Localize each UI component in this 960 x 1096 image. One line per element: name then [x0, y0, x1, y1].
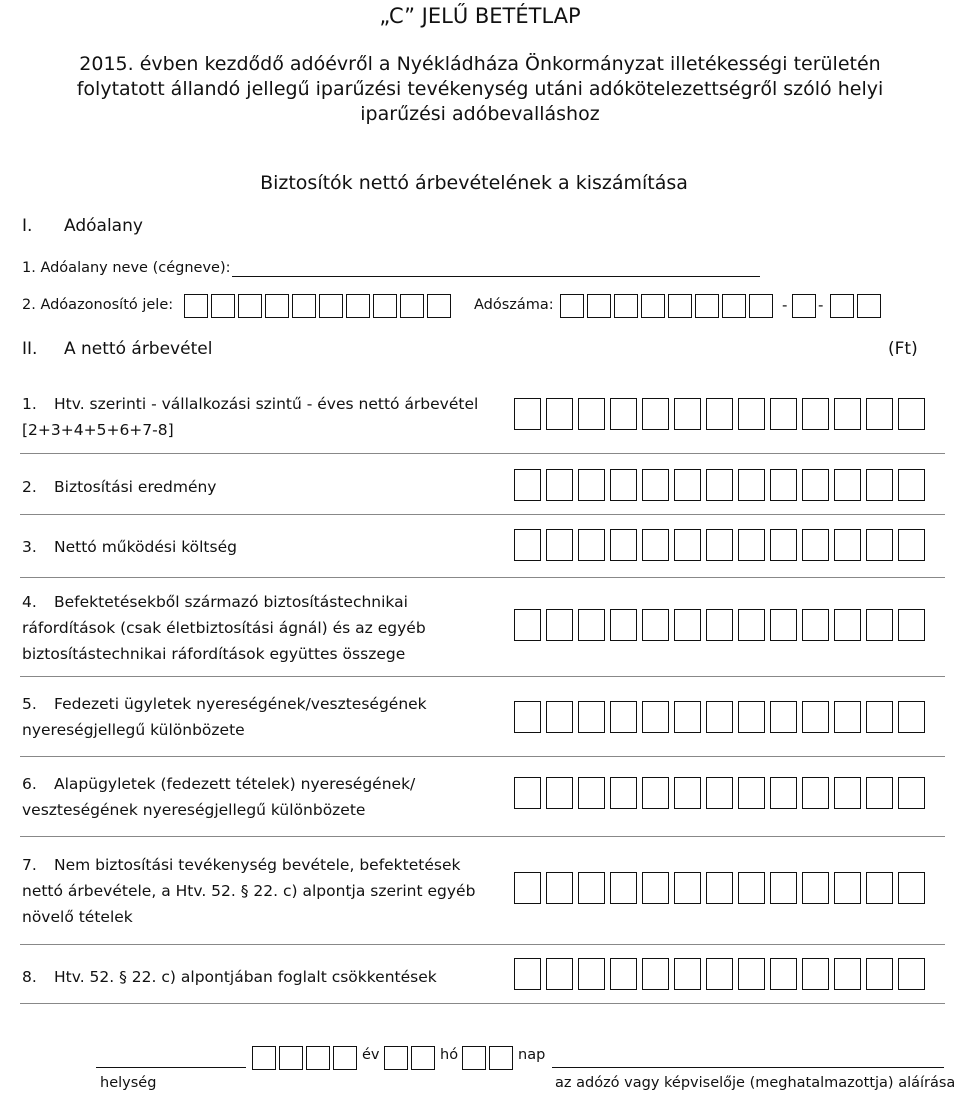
form-subtitle: Biztosítók nettó árbevételének a kiszámítása — [260, 172, 688, 194]
row-1-amount-field[interactable] — [514, 398, 930, 430]
char-box[interactable] — [898, 469, 925, 501]
char-box[interactable] — [546, 398, 573, 430]
row-8-label: 8. Htv. 52. § 22. c) alpontjában foglalt csökkentések — [22, 968, 437, 986]
char-box[interactable] — [610, 777, 637, 809]
row-3-label: 3. Nettó működési költség — [22, 538, 237, 556]
char-box[interactable] — [587, 294, 611, 318]
char-box[interactable] — [695, 294, 719, 318]
char-box[interactable] — [738, 398, 765, 430]
row-separator — [20, 1003, 945, 1004]
section-1-number: I. — [22, 216, 33, 236]
char-box[interactable] — [610, 701, 637, 733]
char-box[interactable] — [802, 777, 829, 809]
tax-number-field-county[interactable] — [830, 294, 884, 318]
char-box[interactable] — [898, 777, 925, 809]
tax-number-dash-2: - — [818, 296, 824, 314]
row-2-amount-field[interactable] — [514, 469, 930, 501]
char-box[interactable] — [642, 701, 669, 733]
char-box[interactable] — [578, 609, 605, 641]
char-box[interactable] — [770, 701, 797, 733]
char-box[interactable] — [578, 398, 605, 430]
char-box[interactable] — [898, 872, 925, 904]
char-box[interactable] — [898, 398, 925, 430]
char-box[interactable] — [830, 294, 854, 318]
char-box[interactable] — [802, 872, 829, 904]
char-box[interactable] — [770, 398, 797, 430]
char-box[interactable] — [578, 469, 605, 501]
char-box[interactable] — [866, 609, 893, 641]
char-box[interactable] — [866, 872, 893, 904]
char-box[interactable] — [770, 777, 797, 809]
form-title: „C” JELŰ BETÉTLAP — [379, 4, 581, 28]
char-box[interactable] — [400, 294, 424, 318]
char-box[interactable] — [802, 469, 829, 501]
char-box[interactable] — [514, 469, 541, 501]
char-box[interactable] — [184, 294, 208, 318]
char-box[interactable] — [514, 958, 541, 990]
char-box[interactable] — [722, 294, 746, 318]
char-box[interactable] — [578, 777, 605, 809]
char-box[interactable] — [749, 294, 773, 318]
char-box[interactable] — [211, 294, 235, 318]
char-box[interactable] — [738, 958, 765, 990]
place-label: helység — [100, 1075, 157, 1091]
char-box[interactable] — [738, 777, 765, 809]
char-box[interactable] — [738, 701, 765, 733]
char-box[interactable] — [898, 609, 925, 641]
row-separator — [20, 944, 945, 945]
char-box[interactable] — [578, 872, 605, 904]
char-box[interactable] — [706, 529, 733, 561]
char-box[interactable] — [802, 609, 829, 641]
day-label: nap — [518, 1047, 546, 1063]
char-box[interactable] — [706, 958, 733, 990]
row-7-amount-field[interactable] — [514, 872, 930, 904]
char-box[interactable] — [738, 609, 765, 641]
char-box[interactable] — [411, 1046, 435, 1070]
char-box[interactable] — [674, 777, 701, 809]
char-box[interactable] — [333, 1046, 357, 1070]
row-separator — [20, 676, 945, 677]
char-box[interactable] — [642, 777, 669, 809]
day-field[interactable] — [462, 1046, 516, 1070]
char-box[interactable] — [674, 958, 701, 990]
section-1-title: Adóalany — [64, 216, 143, 236]
year-label: év — [362, 1047, 380, 1063]
char-box[interactable] — [546, 529, 573, 561]
char-box[interactable] — [265, 294, 289, 318]
char-box[interactable] — [706, 872, 733, 904]
section-2-number: II. — [22, 339, 38, 359]
char-box[interactable] — [674, 609, 701, 641]
char-box[interactable] — [427, 294, 451, 318]
row-8-amount-field[interactable] — [514, 958, 930, 990]
char-box[interactable] — [706, 777, 733, 809]
char-box[interactable] — [674, 872, 701, 904]
char-box[interactable] — [641, 294, 665, 318]
row-1-label: 1. Htv. szerinti - vállalkozási szintű - éves nettó árbevétel [2+3+4+5+6+7-8] — [22, 395, 479, 439]
char-box[interactable] — [674, 469, 701, 501]
place-field[interactable] — [96, 1067, 246, 1068]
char-box[interactable] — [578, 529, 605, 561]
char-box[interactable] — [514, 529, 541, 561]
char-box[interactable] — [770, 529, 797, 561]
char-box[interactable] — [642, 958, 669, 990]
char-box[interactable] — [384, 1046, 408, 1070]
char-box[interactable] — [642, 529, 669, 561]
char-box[interactable] — [610, 958, 637, 990]
section-2-unit: (Ft) — [888, 339, 918, 359]
char-box[interactable] — [738, 872, 765, 904]
char-box[interactable] — [674, 701, 701, 733]
char-box[interactable] — [514, 398, 541, 430]
char-box[interactable] — [642, 609, 669, 641]
taxpayer-name-field[interactable] — [232, 276, 760, 277]
char-box[interactable] — [898, 529, 925, 561]
row-5-label: 5. Fedezeti ügyletek nyereségének/veszteségének nyereségjellegű különbözete — [22, 695, 427, 739]
char-box[interactable] — [238, 294, 262, 318]
char-box[interactable] — [770, 609, 797, 641]
char-box[interactable] — [346, 294, 370, 318]
tax-number-label: Adószáma: — [474, 297, 554, 313]
char-box[interactable] — [866, 529, 893, 561]
char-box[interactable] — [319, 294, 343, 318]
char-box[interactable] — [610, 469, 637, 501]
row-6-label: 6. Alapügyletek (fedezett tételek) nyereségének/ veszteségének nyereségjellegű különbözete — [22, 775, 416, 819]
char-box[interactable] — [898, 958, 925, 990]
char-box[interactable] — [706, 469, 733, 501]
taxpayer-name-label: 1. Adóalany neve (cégneve): — [22, 260, 231, 276]
tax-id-label: 2. Adóazonosító jele: — [22, 297, 174, 313]
char-box[interactable] — [866, 469, 893, 501]
tax-number-dash-1: - — [782, 296, 788, 314]
char-box[interactable] — [802, 958, 829, 990]
char-box[interactable] — [802, 701, 829, 733]
char-box[interactable] — [866, 777, 893, 809]
char-box[interactable] — [306, 1046, 330, 1070]
char-box[interactable] — [834, 529, 861, 561]
char-box[interactable] — [546, 777, 573, 809]
char-box[interactable] — [898, 701, 925, 733]
char-box[interactable] — [578, 701, 605, 733]
char-box[interactable] — [578, 958, 605, 990]
tax-id-field[interactable] — [184, 294, 454, 318]
char-box[interactable] — [546, 872, 573, 904]
char-box[interactable] — [546, 469, 573, 501]
char-box[interactable] — [514, 609, 541, 641]
section-2-title: A nettó árbevétel — [64, 339, 213, 359]
char-box[interactable] — [802, 529, 829, 561]
char-box[interactable] — [642, 872, 669, 904]
char-box[interactable] — [770, 958, 797, 990]
char-box[interactable] — [802, 398, 829, 430]
char-box[interactable] — [866, 701, 893, 733]
char-box[interactable] — [546, 701, 573, 733]
char-box[interactable] — [834, 398, 861, 430]
char-box[interactable] — [866, 398, 893, 430]
tax-number-field-vat[interactable] — [792, 294, 819, 318]
char-box[interactable] — [514, 777, 541, 809]
year-field[interactable] — [252, 1046, 360, 1070]
char-box[interactable] — [610, 398, 637, 430]
char-box[interactable] — [252, 1046, 276, 1070]
char-box[interactable] — [514, 701, 541, 733]
char-box[interactable] — [770, 872, 797, 904]
char-box[interactable] — [610, 529, 637, 561]
row-4-label: 4. Befektetésekből származó biztosítástechnikai ráfordítások (csak életbiztosítási ágnál) és az egyéb biztosítástechnikai ráfordítások együttes összege — [22, 593, 426, 663]
char-box[interactable] — [546, 609, 573, 641]
char-box[interactable] — [642, 469, 669, 501]
char-box[interactable] — [674, 398, 701, 430]
char-box[interactable] — [614, 294, 638, 318]
row-separator — [20, 577, 945, 578]
row-separator — [20, 836, 945, 837]
row-separator — [20, 514, 945, 515]
month-field[interactable] — [384, 1046, 438, 1070]
char-box[interactable] — [462, 1046, 486, 1070]
char-box[interactable] — [770, 469, 797, 501]
char-box[interactable] — [834, 958, 861, 990]
char-box[interactable] — [834, 701, 861, 733]
char-box[interactable] — [792, 294, 816, 318]
row-7-label: 7. Nem biztosítási tevékenység bevétele, befektetések nettó árbevétele, a Htv. 52. § 22. c) alpontja szerint egyéb növelő tételek — [22, 856, 476, 926]
row-3-amount-field[interactable] — [514, 529, 930, 561]
char-box[interactable] — [834, 609, 861, 641]
char-box[interactable] — [514, 872, 541, 904]
char-box[interactable] — [834, 777, 861, 809]
char-box[interactable] — [546, 958, 573, 990]
char-box[interactable] — [866, 958, 893, 990]
char-box[interactable] — [489, 1046, 513, 1070]
form-intro: 2015. évben kezdődő adóévről a Nyékládháza Önkormányzat illetékességi területén folytatott állandó jellegű iparűzési tevékenység utáni adókötelezettségről szóló helyi iparűzési adóbevalláshoz — [76, 53, 884, 125]
char-box[interactable] — [738, 469, 765, 501]
char-box[interactable] — [373, 294, 397, 318]
signature-label: az adózó vagy képviselője (meghatalmazottja) aláírása — [555, 1075, 956, 1091]
row-separator — [20, 756, 945, 757]
char-box[interactable] — [642, 398, 669, 430]
char-box[interactable] — [610, 872, 637, 904]
char-box[interactable] — [279, 1046, 303, 1070]
char-box[interactable] — [706, 609, 733, 641]
char-box[interactable] — [610, 609, 637, 641]
row-4-amount-field[interactable] — [514, 609, 930, 641]
char-box[interactable] — [560, 294, 584, 318]
char-box[interactable] — [674, 529, 701, 561]
row-separator — [20, 453, 945, 454]
char-box[interactable] — [292, 294, 316, 318]
row-5-amount-field[interactable] — [514, 701, 930, 733]
row-6-amount-field[interactable] — [514, 777, 930, 809]
char-box[interactable] — [706, 398, 733, 430]
row-2-label: 2. Biztosítási eredmény — [22, 478, 217, 496]
signature-field[interactable] — [552, 1067, 944, 1068]
char-box[interactable] — [834, 872, 861, 904]
month-label: hó — [440, 1047, 459, 1063]
char-box[interactable] — [857, 294, 881, 318]
char-box[interactable] — [738, 529, 765, 561]
char-box[interactable] — [668, 294, 692, 318]
tax-number-field-core[interactable] — [560, 294, 776, 318]
char-box[interactable] — [834, 469, 861, 501]
char-box[interactable] — [706, 701, 733, 733]
